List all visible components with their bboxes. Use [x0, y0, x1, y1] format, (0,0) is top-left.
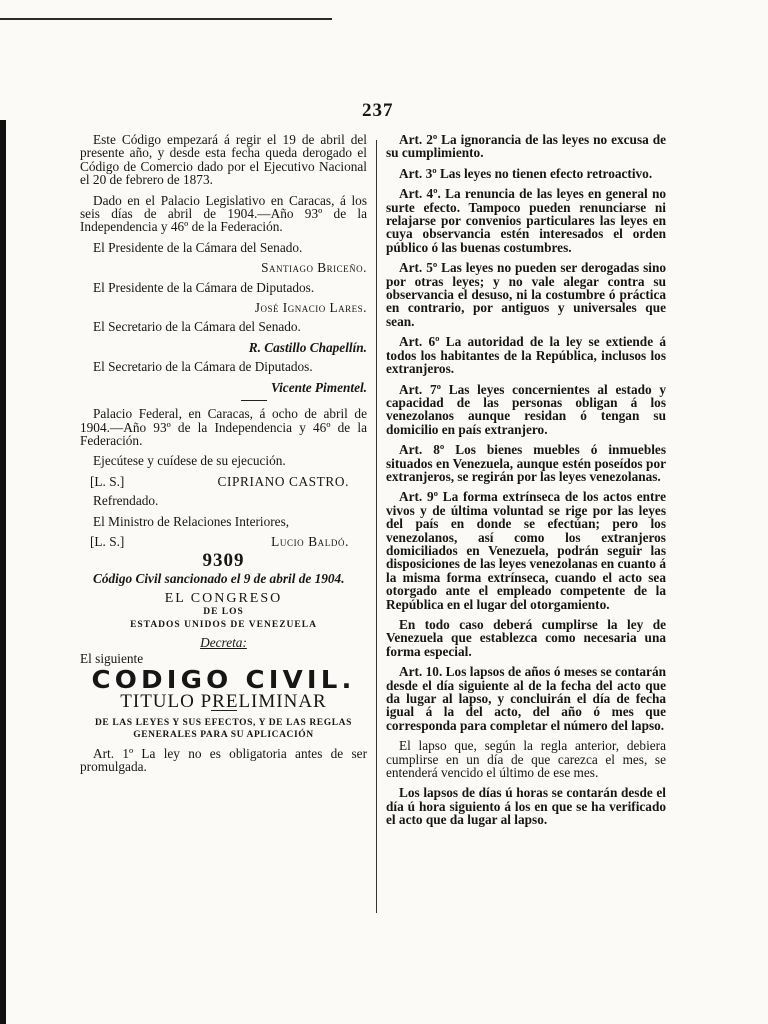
- page-number: 237: [362, 100, 394, 121]
- signature: R. Castillo Chapellín.: [248, 339, 367, 355]
- section-subheading: DE LAS LEYES Y SUS EFECTOS, Y DE LAS REGLAS GENERALES PARA SU APLICACIÓN: [94, 718, 353, 740]
- signature: Santiago Briceño.: [261, 260, 367, 276]
- signatory-title: El Presidente de la Cámara de Diputados.: [93, 279, 315, 295]
- top-rule: [0, 18, 332, 20]
- signature: Lucio Baldó.: [271, 533, 349, 549]
- congress-subheading: DE LOS: [203, 606, 244, 617]
- signature: José Ignacio Lares.: [254, 300, 367, 316]
- palace-paragraph: Palacio Federal, en Caracas, á ocho de abril de 1904.—Año 93º de la Independencia y 46º de la Federación.: [80, 406, 367, 448]
- article-paragraph: El lapso que, según la regla anterior, debiera cumplirse en un día de que carezca el mes, se entenderá vencido el último de ese mes.: [386, 738, 666, 781]
- signature: Vicente Pimentel.: [270, 379, 367, 395]
- article: Art. 2º La ignorancia de las leyes no excusa de su cumplimiento.: [386, 132, 666, 161]
- article: Art. 5º Las leyes no pueden ser derogadas sino por otras leyes; y no vale alegar contra su observancia el desuso, ni la costumbre ó práctica en contrario, por antiguos y universales que sean.: [386, 260, 666, 329]
- decree-caption: Código Civil sancionado el 9 de abril de 1904.: [93, 570, 345, 586]
- seal-mark: [L. S.]: [90, 473, 125, 489]
- decreta-text: Decreta:: [200, 635, 247, 651]
- signature: CIPRIANO CASTRO.: [217, 473, 349, 489]
- seal-mark: [L. S.]: [90, 533, 125, 549]
- article: Art. 3º Las leyes no tienen efecto retroactivo.: [399, 165, 653, 181]
- code-title: CODIGO CIVIL.: [91, 665, 356, 695]
- article: Art. 8º Los bienes muebles ó inmuebles situados en Venezuela, aunque estén poseídos por extranjeros, se regirán por las leyes venezolanas.: [386, 442, 666, 484]
- article: Art. 6º La autoridad de la ley se extiende á todos los habitantes de la República, inclusos los extranjeros.: [386, 334, 666, 377]
- signatory-title: El Secretario de la Cámara de Diputados.: [93, 359, 313, 375]
- article: Art. 9º La forma extrínseca de los actos entre vivos y de última voluntad se rige por las leyes del país en donde se efectúan; pero los venezolanos, así como los extranjeros domiciliados en Venezuela, podrán seguir las disposiciones de las leyes venezolanas en cuanto á la misma forma extrínseca, cuando el acto sea otorgado ante el empleado competente de la República en el lugar del otorgamiento.: [386, 489, 666, 612]
- column-divider: [376, 140, 377, 913]
- right-column: [386, 133, 666, 834]
- article: Art. 1º La ley no es obligatoria antes de ser promulgada.: [80, 746, 367, 775]
- article: Art. 10. Los lapsos de años ó meses se contarán desde el día siguiente al de la fecha del acto que da lugar al lapso, y concluirán el día de fecha igual á la del acto, del año ó mes que corresponda para completar el número del lapso.: [386, 664, 666, 733]
- execution-order: Ejecútese y cuídese de su ejecución.: [93, 453, 286, 469]
- congress-subheading: ESTADOS UNIDOS DE VENEZUELA: [130, 619, 317, 630]
- decree-number: 9309: [202, 550, 245, 572]
- countersigned-label: Refrendado.: [93, 493, 159, 509]
- decreta-label: [80, 636, 367, 649]
- congress-heading: EL CONGRESO: [164, 591, 283, 607]
- article-paragraph: En todo caso deberá cumplirse la ley de Venezuela que establezca como necesaria una forma especial.: [386, 617, 666, 659]
- seal-signature-row: [80, 475, 367, 488]
- left-column: [80, 133, 367, 781]
- intro-line: El siguiente: [80, 650, 144, 666]
- closing-paragraph: Este Código empezará á regir el 19 de abril del presente año, y desde esta fecha queda derogado el Código de Comercio dado por el Ejecutivo Nacional el 20 de febrero de 1873.: [80, 132, 367, 188]
- separator-rule: [241, 400, 267, 401]
- article: Art. 7º Las leyes concernientes al estado y capacidad de las personas obligan á los venezolanos aunque residan ó tengan su domicilio en país extranjero.: [386, 381, 666, 437]
- minister-title: El Ministro de Relaciones Interiores,: [93, 513, 290, 529]
- seal-signature-row: [80, 535, 367, 548]
- signatory-title: El Secretario de la Cámara del Senado.: [93, 319, 301, 335]
- article: Art. 4º. La renuncia de las leyes en general no surte efecto. Tampoco pueden renunciarse ni relajarse por convenios particulares las leyes en cuya observancia estén interesados el orden público ó las buenas costumbres.: [386, 186, 666, 255]
- given-at-paragraph: Dado en el Palacio Legislativo en Caracas, á los seis días de abril de 1904.—Año 93º de la Independencia y 46º de la Federación.: [80, 192, 367, 235]
- article-paragraph: Los lapsos de días ú horas se contarán desde el día ú hora siguiento á los en que se ha verificado el acto que da lugar al lapso.: [386, 785, 666, 828]
- section-title: TITULO PRELIMINAR: [120, 690, 327, 712]
- scan-edge-shadow: [0, 120, 6, 1024]
- signatory-title: El Presidente de la Cámara del Senado.: [93, 239, 303, 255]
